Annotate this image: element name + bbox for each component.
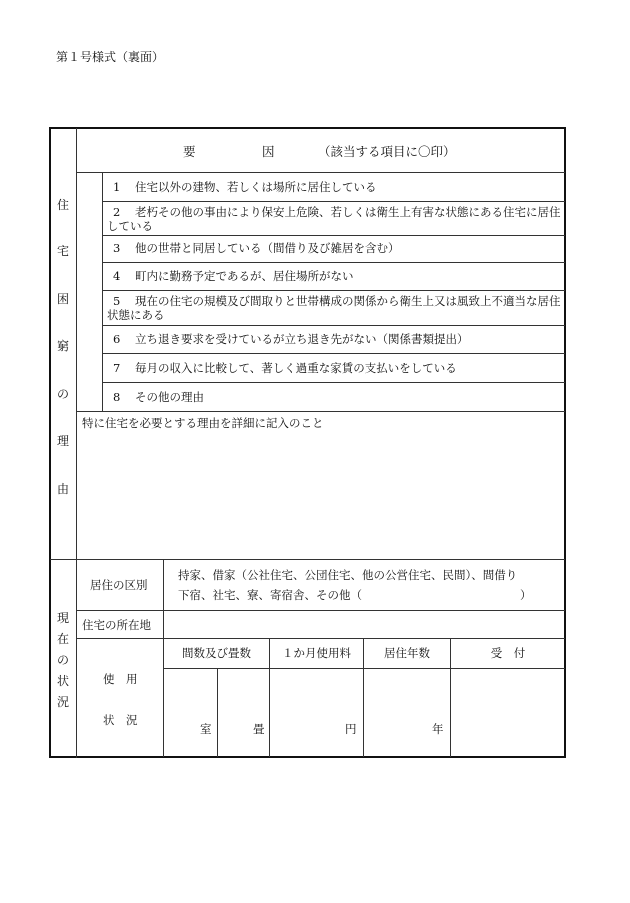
rooms-field[interactable] [165,670,215,756]
side-char: 由 [57,482,70,496]
row-divider [77,610,565,611]
item-divider [102,382,565,383]
item-text: 住宅以外の建物、若しくは場所に居住している [135,180,377,194]
address-label: 住宅の所在地 [82,618,151,632]
unit-yen: 円 [345,722,357,736]
side-char: の [57,653,70,667]
residence-type-options-1: 持家、借家（公社住宅、公団住宅、他の公営住宅、民間）、間借り [178,568,518,582]
item-divider [102,353,565,354]
side-char: 窮 [57,339,70,353]
detail-reason-field[interactable] [78,434,564,558]
side-column-divider [76,128,77,758]
item-number: 7 [113,361,121,375]
detail-label: 特に住宅を必要とする理由を詳細に記入のこと [82,416,324,430]
item-indent-divider [102,172,103,411]
item-number: 1 [113,180,121,194]
item-number: 4 [113,269,121,283]
tatami-field[interactable] [219,670,268,756]
item-text: 現在の住宅の規模及び間取りと世帯構成の関係から衛生上又は風致上不適当な居住状態にある [107,294,561,322]
receipt-header: 受 付 [490,646,526,660]
item-text: 毎月の収入に比較して、著しく過重な家賃の支払いをしている [135,361,457,375]
col-divider [217,668,218,757]
header-divider [77,172,565,173]
item-divider [102,325,565,326]
side-char: の [57,387,70,401]
residence-type-other-field[interactable] [370,586,520,603]
side-char: 在 [57,632,70,646]
item-divider [102,201,565,202]
years-header: 居住年数 [384,646,430,660]
rooms-header: 間数及び畳数 [182,646,251,660]
item-number: 3 [113,241,121,255]
side-char: 現 [57,611,70,625]
residence-type-close: ） [520,588,532,602]
item-text: 町内に勤務予定であるが、居住場所がない [135,269,354,283]
form-label: 第１号様式（裏面） [56,50,165,64]
side-char: 宅 [57,244,70,258]
side-char: 住 [57,198,70,212]
unit-tatami: 畳 [253,722,265,736]
header-main-2: 因 [262,144,275,159]
section-divider [50,559,565,560]
row-divider [163,668,565,669]
unit-year: 年 [432,722,444,736]
header-note: （該当する項目に〇印） [318,144,456,159]
side-char: 理 [57,434,70,448]
detail-divider [77,411,565,412]
item-text: 老朽その他の事由により保安上危険、若しくは衛生上有害な状態にある住宅に居住している [107,205,561,233]
item-text: その他の理由 [135,390,204,404]
item-number: 6 [113,332,121,346]
usage-label: 使 用 [103,672,138,686]
item-text: 立ち退き要求を受けているが立ち退き先がない（関係書類提出） [135,332,469,346]
item-number: 5 [113,294,121,308]
item-divider [102,262,565,263]
unit-room: 室 [200,722,212,736]
fee-header: １か月使用料 [282,646,351,660]
row-divider [77,638,565,639]
item-divider [102,290,565,291]
residence-type-label: 居住の区別 [90,578,148,592]
monthly-fee-field[interactable] [271,670,362,756]
item-number: 2 [113,205,121,219]
item-number: 8 [113,390,121,404]
side-char: 況 [57,695,70,709]
status-label: 状 況 [103,713,138,727]
residence-type-options-2: 下宿、社宅、寮、寄宿舎、その他（ [178,588,362,602]
years-field[interactable] [365,670,449,756]
item-divider [102,235,565,236]
side-char: 困 [57,292,70,306]
header-main-1: 要 [183,144,196,159]
address-field[interactable] [165,612,563,636]
item-text: 他の世帯と同居している（間借り及び雑居を含む） [135,241,400,255]
side-char: 状 [57,674,70,688]
